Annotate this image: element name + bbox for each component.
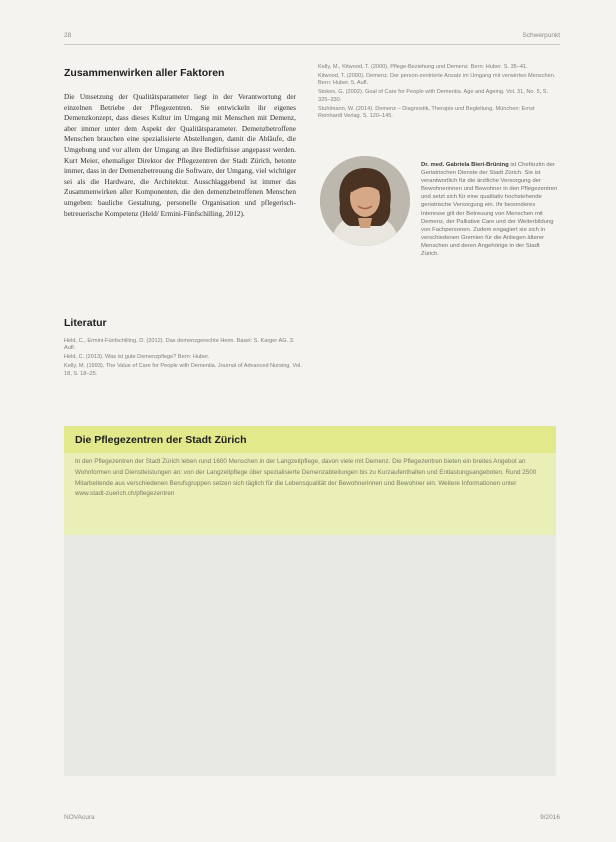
header-rule: [64, 44, 560, 45]
reference-item: Stuhlmann, W. (2014). Demenz – Diagnostik, Therapie und Begleitung. München: Ernst Reinhardt Verlag. S. 120–145.: [318, 105, 535, 119]
author-bio-text: ist Chefärztin der Geriatrischen Dienste der Stadt Zürich. Sie ist verantwortlich für die ärztliche Versorgung der Bewohnerinnen und Bewohner in den Pflegezentren und setzt sich für eine qualitativ hochstehende geriatrische Versorgung ein. Ihr besonderes Interesse gilt der Betreuung von Menschen mit Demenz, der Palliative Care und der Weiterbildung von Fachpersonen. Zudem engagiert sie sich in verschiedenen Gremien für die Anliegen älterer Menschen und deren Angehörige in der Stadt Zürich.: [421, 162, 558, 258]
literature-list: [64, 338, 302, 380]
literature-item: Kelly, M. (1993). The Value of Care for People with Dementia. Journal of Advanced Nursing. Vol. 18, S. 18–25.: [64, 363, 302, 377]
body-paragraph: Die Umsetzung der Qualitätsparameter liegt in der Verantwortung der einzelnen Betriebe der Pflegezentren. Sie entwickeln ihr eigenes Demenzkonzept, dass dieses Kultur im Umgang mit Menschen mit Demenz, aber immer unter dem Aspekt der Qualitätsparameter. Demenzbetroffene Menschen brauchen eine spezialisierte Abstellungen, damit die Abläufe, die Umgebung und vor allem der Umgang an ihre Bedürfnisse angepasst werden. Kurt Meier, ehemaliger Direktor der Pflegezentren der Stadt Zürich, betonte immer, dass in der Demenzbetreuung die Software, der Umgang, viel wichtiger sei als die Hardware, die Architektur. Ausschlaggebend ist immer das Zusammenwirken aller Komponenten, die den demenzbetroffenen Menschen umgeben: bauliche Gestaltung, personelle Organisation und pflegerisch-betreuerische Kompetenz (Held/ Ermini-Fünfschilling, 2012).: [64, 92, 296, 218]
author-photo: [320, 156, 410, 246]
reference-list: [318, 64, 558, 122]
literature-item: Held, C., Ermini-Fünfschilling, D. (2012). Das demenzgerechte Heim. Basel: S. Karger AG. 3. Aufl.: [64, 338, 295, 352]
infobox-text: In den Pflegezentren der Stadt Zürich leben rund 1600 Menschen in der Langzeitpflege, davon viele mit Demenz. Die Pflegezentren bieten ein breites Angebot an Wohnformen und Dienstleistungen an: von der Langzeitpflege über spezialisierte Demenzabteilungen bis zu Kurzaufenthalten und Entlastungsangeboten. Rund 2500 Mitarbeitende aus verschiedenen Berufsgruppen setzen sich täglich für die Lebensqualität der Bewohnerinnen und Bewohner ein. Weitere Informationen unter www.stadt-zuerich.ch/pflegezentren: [75, 458, 537, 498]
page-number: 28: [64, 32, 72, 39]
reference-item: Kelly, M., Kitwood, T. (2000). Pflege-Beziehung und Demenz. Bern: Huber. S. 35–41.: [318, 64, 528, 70]
reference-item: Stokes, G. (2002). Goal of Care for People with Dementia. Age and Ageing. Vol. 31, No. 5, S. 325–330.: [318, 89, 549, 103]
section-title: Zusammenwirken aller Faktoren: [64, 67, 225, 79]
reference-item: Kitwood, T. (2000). Demenz. Der person-zentrierte Ansatz im Umgang mit verwirrten Menschen. Bern: Huber. 5. Aufl.: [318, 72, 556, 87]
footer-publication: NOVAcura: [64, 814, 95, 821]
author-name: Dr. med. Gabriela Bieri-Brüning: [421, 162, 509, 168]
infobox-empty-area: [64, 535, 556, 776]
infobox-title: Die Pflegezentren der Stadt Zürich: [75, 434, 247, 446]
section-label: Schwerpunkt: [522, 32, 560, 39]
literature-title: Literatur: [64, 317, 107, 329]
footer-issue: 9/2016: [540, 814, 560, 821]
author-bio: [421, 161, 559, 258]
literature-item: Held, C. (2013). Was ist gute Demenzpflege? Bern: Huber.: [64, 354, 210, 361]
